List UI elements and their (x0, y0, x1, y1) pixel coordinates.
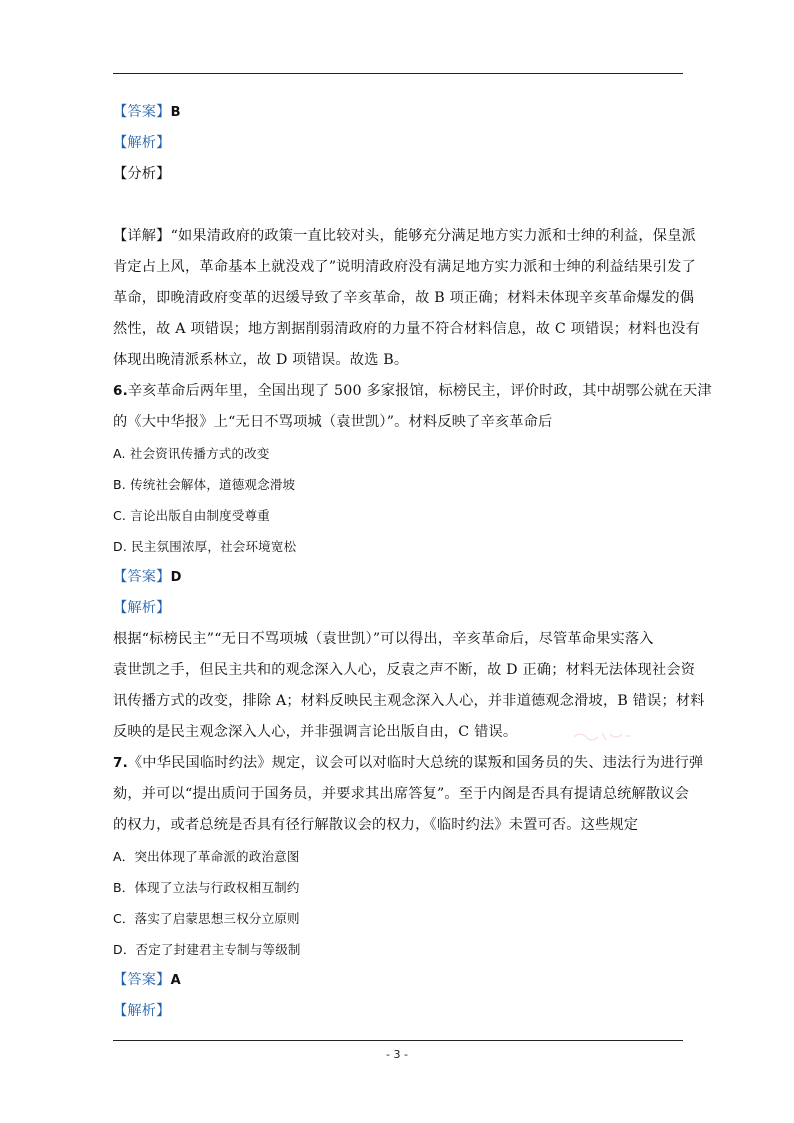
q5-detail-line: 革命，即晚清政府变革的迟缓导致了辛亥革命，故 B 项正确；材料未体现辛亥革命爆发的偶 (113, 290, 695, 306)
answer-tag: 【答案】 (113, 104, 171, 120)
fenxi-tag: 【分析】 (113, 166, 171, 182)
question-number: 7. (113, 755, 128, 771)
q7-analysis-line (113, 996, 683, 1027)
footer-rule (113, 1040, 683, 1041)
q6-option-c: C. 言论出版自由制度受尊重 (113, 508, 270, 523)
q5-analysis-line (113, 128, 683, 159)
q7-stem-line: 劾，并可以“提出质问于国务员，并要求其出席答复”。至于内阁是否具有提请总统解散议会 (113, 786, 690, 802)
q7-stem-line: 的权力，或者总统是否具有径行解散议会的权力，《临时约法》未置可否。这些规定 (113, 817, 639, 833)
q7-answer-line (113, 965, 683, 996)
q6-option-a: A. 社会资讯传播方式的改变 (113, 446, 270, 461)
analysis-tag: 【解析】 (113, 600, 171, 616)
q6-analysis-line (113, 593, 683, 624)
q5-detail-line: 体现出晚清派系林立，故 D 项错误。故选 B。 (113, 352, 409, 368)
q5-fenxi-line (113, 159, 683, 190)
detail-tag: 【详解】 (113, 228, 171, 244)
page-content (113, 97, 712, 1027)
q5-detail-line: 肯定占上风，革命基本上就没戏了”说明清政府没有满足地方实力派和士绅的利益结果引发了 (113, 259, 696, 275)
q6-stem-line (113, 376, 712, 407)
stem-text: 辛亥革命后两年里，全国出现了 500 多家报馆，标榜民主，评价时政，其中胡鄂公就在天津 (127, 383, 712, 399)
q7-option-a: A．突出体现了革命派的政治意图 (113, 849, 300, 864)
q7-option-d: D．否定了封建君主专制与等级制 (113, 942, 301, 957)
analysis-tag: 【解析】 (113, 135, 171, 151)
q5-answer-line (113, 97, 683, 128)
q6-stem-line: 的《大中华报》上“无日不骂项城（袁世凯）”。材料反映了辛亥革命后 (113, 414, 553, 430)
q6-option-b: B. 传统社会解体，道德观念滑坡 (113, 477, 296, 492)
analysis-tag: 【解析】 (113, 1003, 171, 1019)
q6-analysis-text: 讯传播方式的改变，排除 A；材料反映民主观念深入人心，并非道德观念滑坡，B 错误；材料 (113, 693, 705, 709)
watermark-mark (572, 730, 632, 746)
question-number: 6. (113, 383, 128, 399)
stem-text: 《中华民国临时约法》规定，议会可以对临时大总统的谋叛和国务员的失、违法行为进行弹 (127, 755, 704, 771)
detail-text: “如果清政府的政策一直比较对头，能够充分满足地方实力派和士绅的利益，保皇派 (170, 228, 696, 244)
watermark-scribble (572, 730, 632, 742)
answer-value: B (170, 105, 181, 120)
answer-value: D (170, 570, 182, 585)
answer-value: A (170, 973, 181, 988)
q5-detail-line (113, 221, 696, 252)
q6-analysis-text: 根据“标榜民主”“无日不骂项城（袁世凯）”可以得出，辛亥革命后，尽管革命果实落入 (113, 631, 654, 647)
q6-analysis-text: 反映的是民主观念深入人心，并非强调言论出版自由，C 错误。 (113, 724, 518, 740)
blank-line (113, 190, 683, 221)
page-number: - 3 - (386, 1048, 408, 1061)
q6-analysis-text: 袁世凯之手，但民主共和的观念深入人心，反袁之声不断，故 D 正确；材料无法体现社会资 (113, 662, 696, 678)
q5-detail-line: 然性，故 A 项错误；地方割据削弱清政府的力量不符合材料信息，故 C 项错误；材料也没有 (113, 321, 701, 337)
q6-option-d: D. 民主氛围浓厚，社会环境宽松 (113, 539, 297, 554)
q7-option-b: B．体现了立法与行政权相互制约 (113, 880, 300, 895)
answer-tag: 【答案】 (113, 972, 171, 988)
answer-tag: 【答案】 (113, 569, 171, 585)
q7-option-c: C．落实了启蒙思想三权分立原则 (113, 911, 300, 926)
q7-stem-line (113, 748, 704, 779)
header-rule (113, 73, 683, 74)
q6-answer-line (113, 562, 683, 593)
